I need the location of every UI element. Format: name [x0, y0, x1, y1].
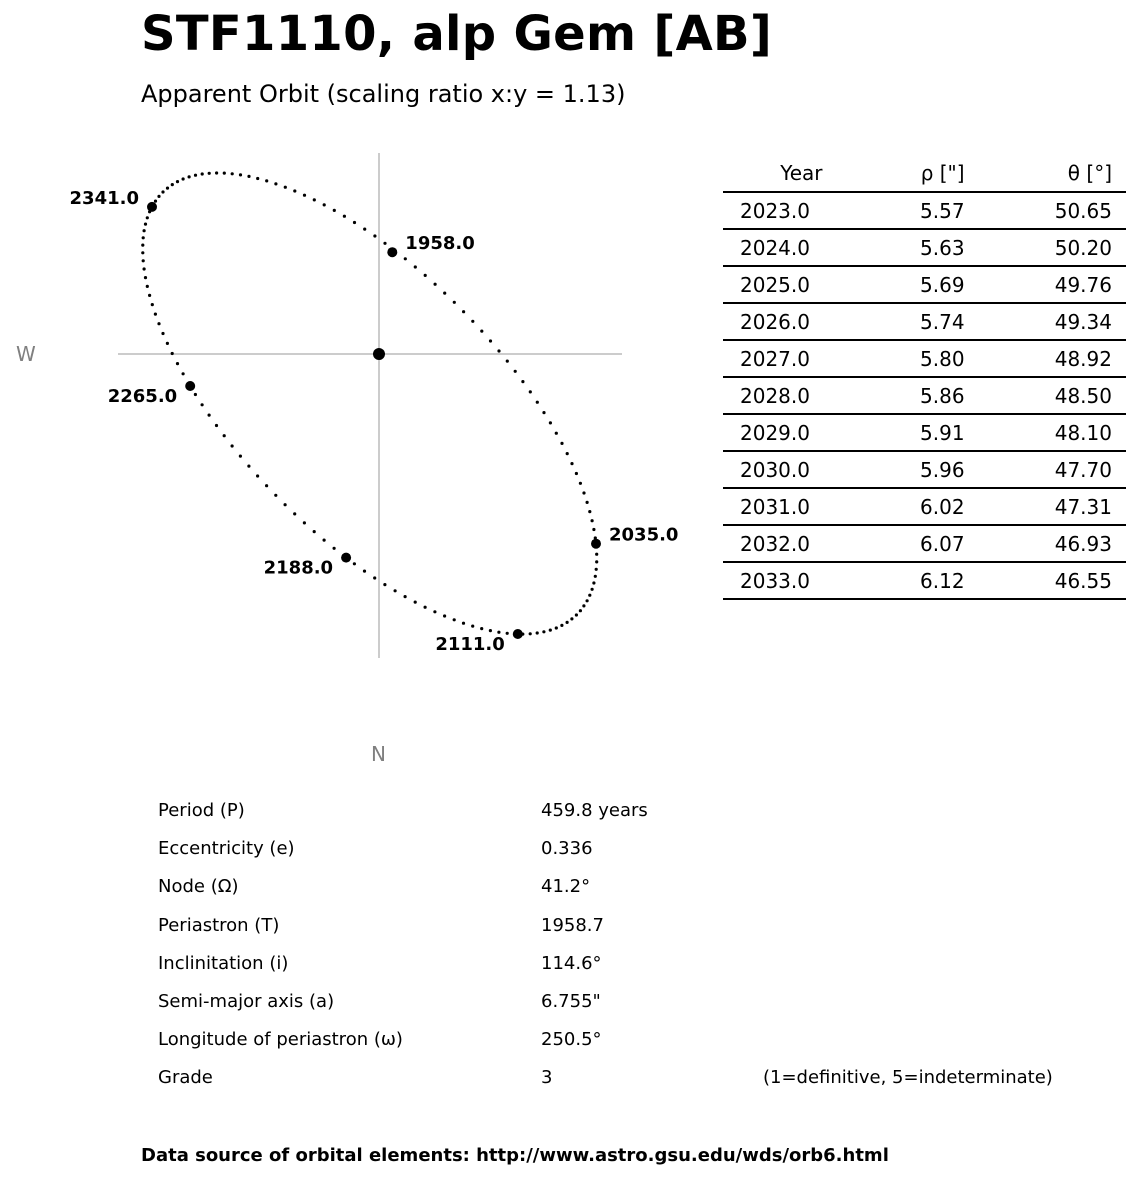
orbit-dot — [591, 519, 594, 522]
epoch-label: 1958.0 — [405, 233, 475, 255]
epoch-marker — [513, 629, 523, 639]
orbit-dot — [142, 236, 145, 239]
orbit-dot — [579, 609, 582, 612]
ephemeris-theta: 47.70 — [1008, 451, 1126, 488]
orbit-dot — [343, 215, 346, 218]
element-value: 459.8 years — [541, 800, 648, 821]
ephemeris-theta: 48.10 — [1008, 414, 1126, 451]
ephemeris-rho: 6.12 — [867, 562, 1008, 599]
orbit-dot — [480, 627, 483, 630]
orbit-dot — [453, 301, 456, 304]
orbit-dot — [143, 267, 146, 270]
orbit-dot — [303, 194, 306, 197]
orbit-dot — [497, 349, 500, 352]
orbit-dot — [182, 177, 185, 180]
element-value: 114.6° — [541, 952, 602, 974]
orbit-path — [141, 171, 598, 635]
orbit-dot — [247, 465, 250, 468]
orbit-dot — [480, 330, 483, 333]
orbit-dot — [570, 617, 573, 620]
epoch-marker — [591, 539, 601, 549]
orbit-dot — [542, 411, 545, 414]
orbit-dot — [208, 172, 211, 175]
orbit-dot — [176, 362, 179, 365]
orbit-dot — [575, 613, 578, 616]
orbit-dot — [529, 632, 532, 635]
header-rho: ρ ["] — [867, 155, 1008, 192]
orbit-dot — [363, 570, 366, 573]
orbit-dot — [489, 629, 492, 632]
element-row — [158, 947, 1118, 985]
orbit-dot — [201, 172, 204, 175]
ephemeris-theta: 46.93 — [1008, 525, 1126, 562]
orbit-dot — [424, 606, 427, 609]
orbit-dot — [595, 568, 598, 571]
orbit-dot — [141, 244, 144, 247]
orbit-dot — [414, 265, 417, 268]
ephemeris-year: 2032.0 — [723, 525, 867, 562]
orbit-dot — [582, 604, 585, 607]
orbit-dot — [595, 560, 598, 563]
orbit-dot — [166, 187, 169, 190]
element-row — [158, 832, 1118, 870]
ephemeris-row — [723, 192, 1126, 229]
ephemeris-rho: 5.74 — [867, 303, 1008, 340]
header-theta: θ [°] — [1008, 155, 1126, 192]
ephemeris-header-row — [723, 155, 1126, 192]
orbit-dot — [154, 313, 157, 316]
ephemeris-rho: 5.91 — [867, 414, 1008, 451]
orbit-dot — [274, 494, 277, 497]
orbit-dot — [146, 285, 149, 288]
orbit-dot — [566, 621, 569, 624]
data-source-note: Data source of orbital elements: http://www.astro.gsu.edu/wds/orb6.html — [141, 1145, 889, 1166]
element-label: Semi-major axis (a) — [158, 990, 335, 1012]
orbit-dot — [239, 455, 242, 458]
ephemeris-theta: 46.55 — [1008, 562, 1126, 599]
orbit-dot — [586, 501, 589, 504]
epoch-label: 2341.0 — [69, 187, 139, 209]
orbit-dot — [595, 553, 598, 556]
orbit-dot — [586, 599, 589, 602]
orbit-dot — [433, 610, 436, 613]
element-label: Periastron (T) — [158, 914, 280, 936]
ephemeris-year: 2027.0 — [723, 340, 867, 377]
ephemeris-rho: 5.63 — [867, 229, 1008, 266]
orbit-dot — [247, 175, 250, 178]
ephemeris-year: 2028.0 — [723, 377, 867, 414]
orbit-dot — [284, 186, 287, 189]
orbit-dot — [182, 372, 185, 375]
orbit-dot — [462, 622, 465, 625]
orbit-dot — [176, 180, 179, 183]
epoch-marker — [147, 202, 157, 212]
element-row — [158, 870, 1118, 908]
element-row — [158, 985, 1118, 1023]
ephemeris-theta: 50.20 — [1008, 229, 1126, 266]
ephemeris-row — [723, 229, 1126, 266]
ephemeris-rho: 6.07 — [867, 525, 1008, 562]
orbit-dot — [208, 414, 211, 417]
orbit-dot — [536, 401, 539, 404]
orbit-dot — [414, 601, 417, 604]
ephemeris-rho: 5.80 — [867, 340, 1008, 377]
orbit-dot — [373, 576, 376, 579]
ephemeris-theta: 50.65 — [1008, 192, 1126, 229]
orbit-dot — [313, 530, 316, 533]
orbit-dot — [265, 484, 268, 487]
orbit-dot — [144, 276, 147, 279]
orbit-dot — [223, 172, 226, 175]
orbit-dot — [555, 432, 558, 435]
orbit-dot — [521, 380, 524, 383]
orbit-dot — [265, 179, 268, 182]
ephemeris-theta: 48.92 — [1008, 340, 1126, 377]
epoch-label: 2111.0 — [435, 634, 505, 655]
orbit-dot — [194, 393, 197, 396]
orbit-dot — [143, 229, 146, 232]
orbit-dot — [471, 625, 474, 628]
ephemeris-theta: 49.76 — [1008, 266, 1126, 303]
ephemeris-row — [723, 451, 1126, 488]
ephemeris-rho: 5.86 — [867, 377, 1008, 414]
orbit-dot — [142, 259, 145, 262]
orbit-dot — [383, 583, 386, 586]
orbit-dot — [536, 631, 539, 634]
orbit-dot — [404, 257, 407, 260]
orbit-dot — [141, 251, 144, 254]
orbit-dot — [284, 503, 287, 506]
element-label: Inclinitation (i) — [158, 952, 289, 974]
orbit-plot — [0, 0, 700, 780]
ephemeris-row — [723, 525, 1126, 562]
ephemeris-theta: 47.31 — [1008, 488, 1126, 525]
orbit-dot — [353, 221, 356, 224]
element-label: Eccentricity (e) — [158, 838, 295, 860]
ephemeris-table — [723, 155, 1126, 600]
orbit-dot — [215, 171, 218, 174]
orbit-dot — [148, 294, 151, 297]
element-label: Grade — [158, 1067, 213, 1089]
epoch-marker — [341, 553, 351, 563]
orbit-dot — [404, 595, 407, 598]
element-value: 250.5° — [541, 1029, 602, 1051]
header-year: Year — [723, 155, 867, 192]
chart-title: STF1110, alp Gem [AB] — [141, 6, 773, 62]
orbit-dot — [231, 172, 234, 175]
epoch-marker — [387, 247, 397, 257]
orbit-dot — [555, 626, 558, 629]
orbit-dot — [293, 189, 296, 192]
ephemeris-year: 2033.0 — [723, 562, 867, 599]
ephemeris-rho: 5.57 — [867, 192, 1008, 229]
orbit-dot — [443, 614, 446, 617]
epoch-label: 2188.0 — [263, 557, 334, 579]
orbit-dot — [560, 624, 563, 627]
ephemeris-year: 2029.0 — [723, 414, 867, 451]
west-axis-label: W — [16, 342, 36, 366]
orbit-dot — [157, 195, 160, 198]
orbit-dot — [592, 581, 595, 584]
orbit-dot — [274, 182, 277, 185]
orbit-dot — [560, 442, 563, 445]
element-note: (1=definitive, 5=indeterminate) — [763, 1067, 1053, 1089]
orbit-dot — [549, 421, 552, 424]
orbit-dot — [353, 562, 356, 565]
orbit-dot — [394, 589, 397, 592]
epoch-label: 2035.0 — [609, 524, 679, 546]
orbit-dot — [549, 629, 552, 632]
orbit-dot — [489, 339, 492, 342]
orbit-dot — [154, 200, 157, 203]
orbit-dot — [570, 462, 573, 465]
orbit-dot — [323, 539, 326, 542]
orbit-dot — [471, 320, 474, 323]
element-value: 0.336 — [541, 838, 593, 860]
orbit-dot — [215, 424, 218, 427]
element-row — [158, 1061, 1118, 1099]
orbit-dot — [462, 310, 465, 313]
orbit-dot — [506, 632, 509, 635]
orbit-dot — [434, 283, 437, 286]
orbit-dot — [579, 482, 582, 485]
orbit-dot — [256, 474, 259, 477]
orbit-dot — [161, 190, 164, 193]
chart-subtitle: Apparent Orbit (scaling ratio x:y = 1.13) — [141, 80, 626, 108]
orbit-dot — [506, 360, 509, 363]
orbital-elements-list — [158, 794, 1118, 1100]
element-value: 6.755" — [541, 990, 601, 1012]
orbit-dot — [323, 203, 326, 206]
ephemeris-year: 2030.0 — [723, 451, 867, 488]
orbit-dot — [363, 228, 366, 231]
orbit-dot — [166, 342, 169, 345]
ephemeris-theta: 48.50 — [1008, 377, 1126, 414]
ephemeris-year: 2023.0 — [723, 192, 867, 229]
ephemeris-row — [723, 340, 1126, 377]
ephemeris-row — [723, 562, 1126, 599]
epoch-label: 2265.0 — [107, 386, 178, 407]
orbit-dot — [542, 630, 545, 633]
ephemeris-year: 2024.0 — [723, 229, 867, 266]
north-axis-label: N — [371, 742, 386, 766]
ephemeris-rho: 6.02 — [867, 488, 1008, 525]
orbit-dot — [157, 322, 160, 325]
element-value: 1958.7 — [541, 914, 604, 936]
element-row — [158, 1023, 1118, 1061]
orbit-dot — [575, 472, 578, 475]
orbit-dot — [201, 403, 204, 406]
ephemeris-year: 2031.0 — [723, 488, 867, 525]
element-label: Longitude of periastron (ω) — [158, 1029, 403, 1051]
orbit-dot — [582, 491, 585, 494]
element-row — [158, 794, 1118, 832]
ephemeris-rho: 5.96 — [867, 451, 1008, 488]
ephemeris-theta: 49.34 — [1008, 303, 1126, 340]
ephemeris-row — [723, 266, 1126, 303]
orbit-dot — [529, 390, 532, 393]
orbit-dot — [453, 618, 456, 621]
orbit-dot — [333, 547, 336, 550]
orbit-dot — [591, 588, 594, 591]
orbit-dot — [566, 452, 569, 455]
epoch-marker — [185, 381, 195, 391]
orbit-dot — [161, 332, 164, 335]
orbit-dot — [256, 177, 259, 180]
orbit-dot — [151, 303, 154, 306]
element-value: 41.2° — [541, 876, 591, 898]
element-value: 3 — [541, 1067, 553, 1089]
orbit-dot — [231, 444, 234, 447]
orbit-dot — [592, 528, 595, 531]
orbit-dot — [424, 274, 427, 277]
orbit-dot — [313, 198, 316, 201]
ephemeris-year: 2026.0 — [723, 303, 867, 340]
orbit-dot — [171, 352, 174, 355]
element-row — [158, 909, 1118, 947]
element-label: Node (Ω) — [158, 876, 239, 898]
orbit-dot — [223, 434, 226, 437]
orbit-dot — [303, 521, 306, 524]
orbit-dot — [443, 292, 446, 295]
ephemeris-year: 2025.0 — [723, 266, 867, 303]
ephemeris-row — [723, 488, 1126, 525]
orbit-dot — [194, 174, 197, 177]
epoch-markers — [70, 188, 679, 655]
orbit-dot — [239, 173, 242, 176]
primary-star-marker — [373, 348, 385, 360]
orbit-dot — [171, 183, 174, 186]
orbit-dot — [144, 223, 147, 226]
element-label: Period (P) — [158, 800, 245, 821]
orbit-dot — [588, 510, 591, 513]
orbit-dot — [383, 242, 386, 245]
orbit-dot — [333, 209, 336, 212]
orbit-dot — [293, 512, 296, 515]
ephemeris-row — [723, 377, 1126, 414]
orbit-dot — [373, 234, 376, 237]
orbit-dot — [188, 175, 191, 178]
ephemeris-rho: 5.69 — [867, 266, 1008, 303]
orbit-dot — [594, 575, 597, 578]
orbit-dot — [514, 370, 517, 373]
ephemeris-row — [723, 414, 1126, 451]
orbit-dot — [588, 594, 591, 597]
ephemeris-row — [723, 303, 1126, 340]
orbit-dot — [146, 216, 149, 219]
